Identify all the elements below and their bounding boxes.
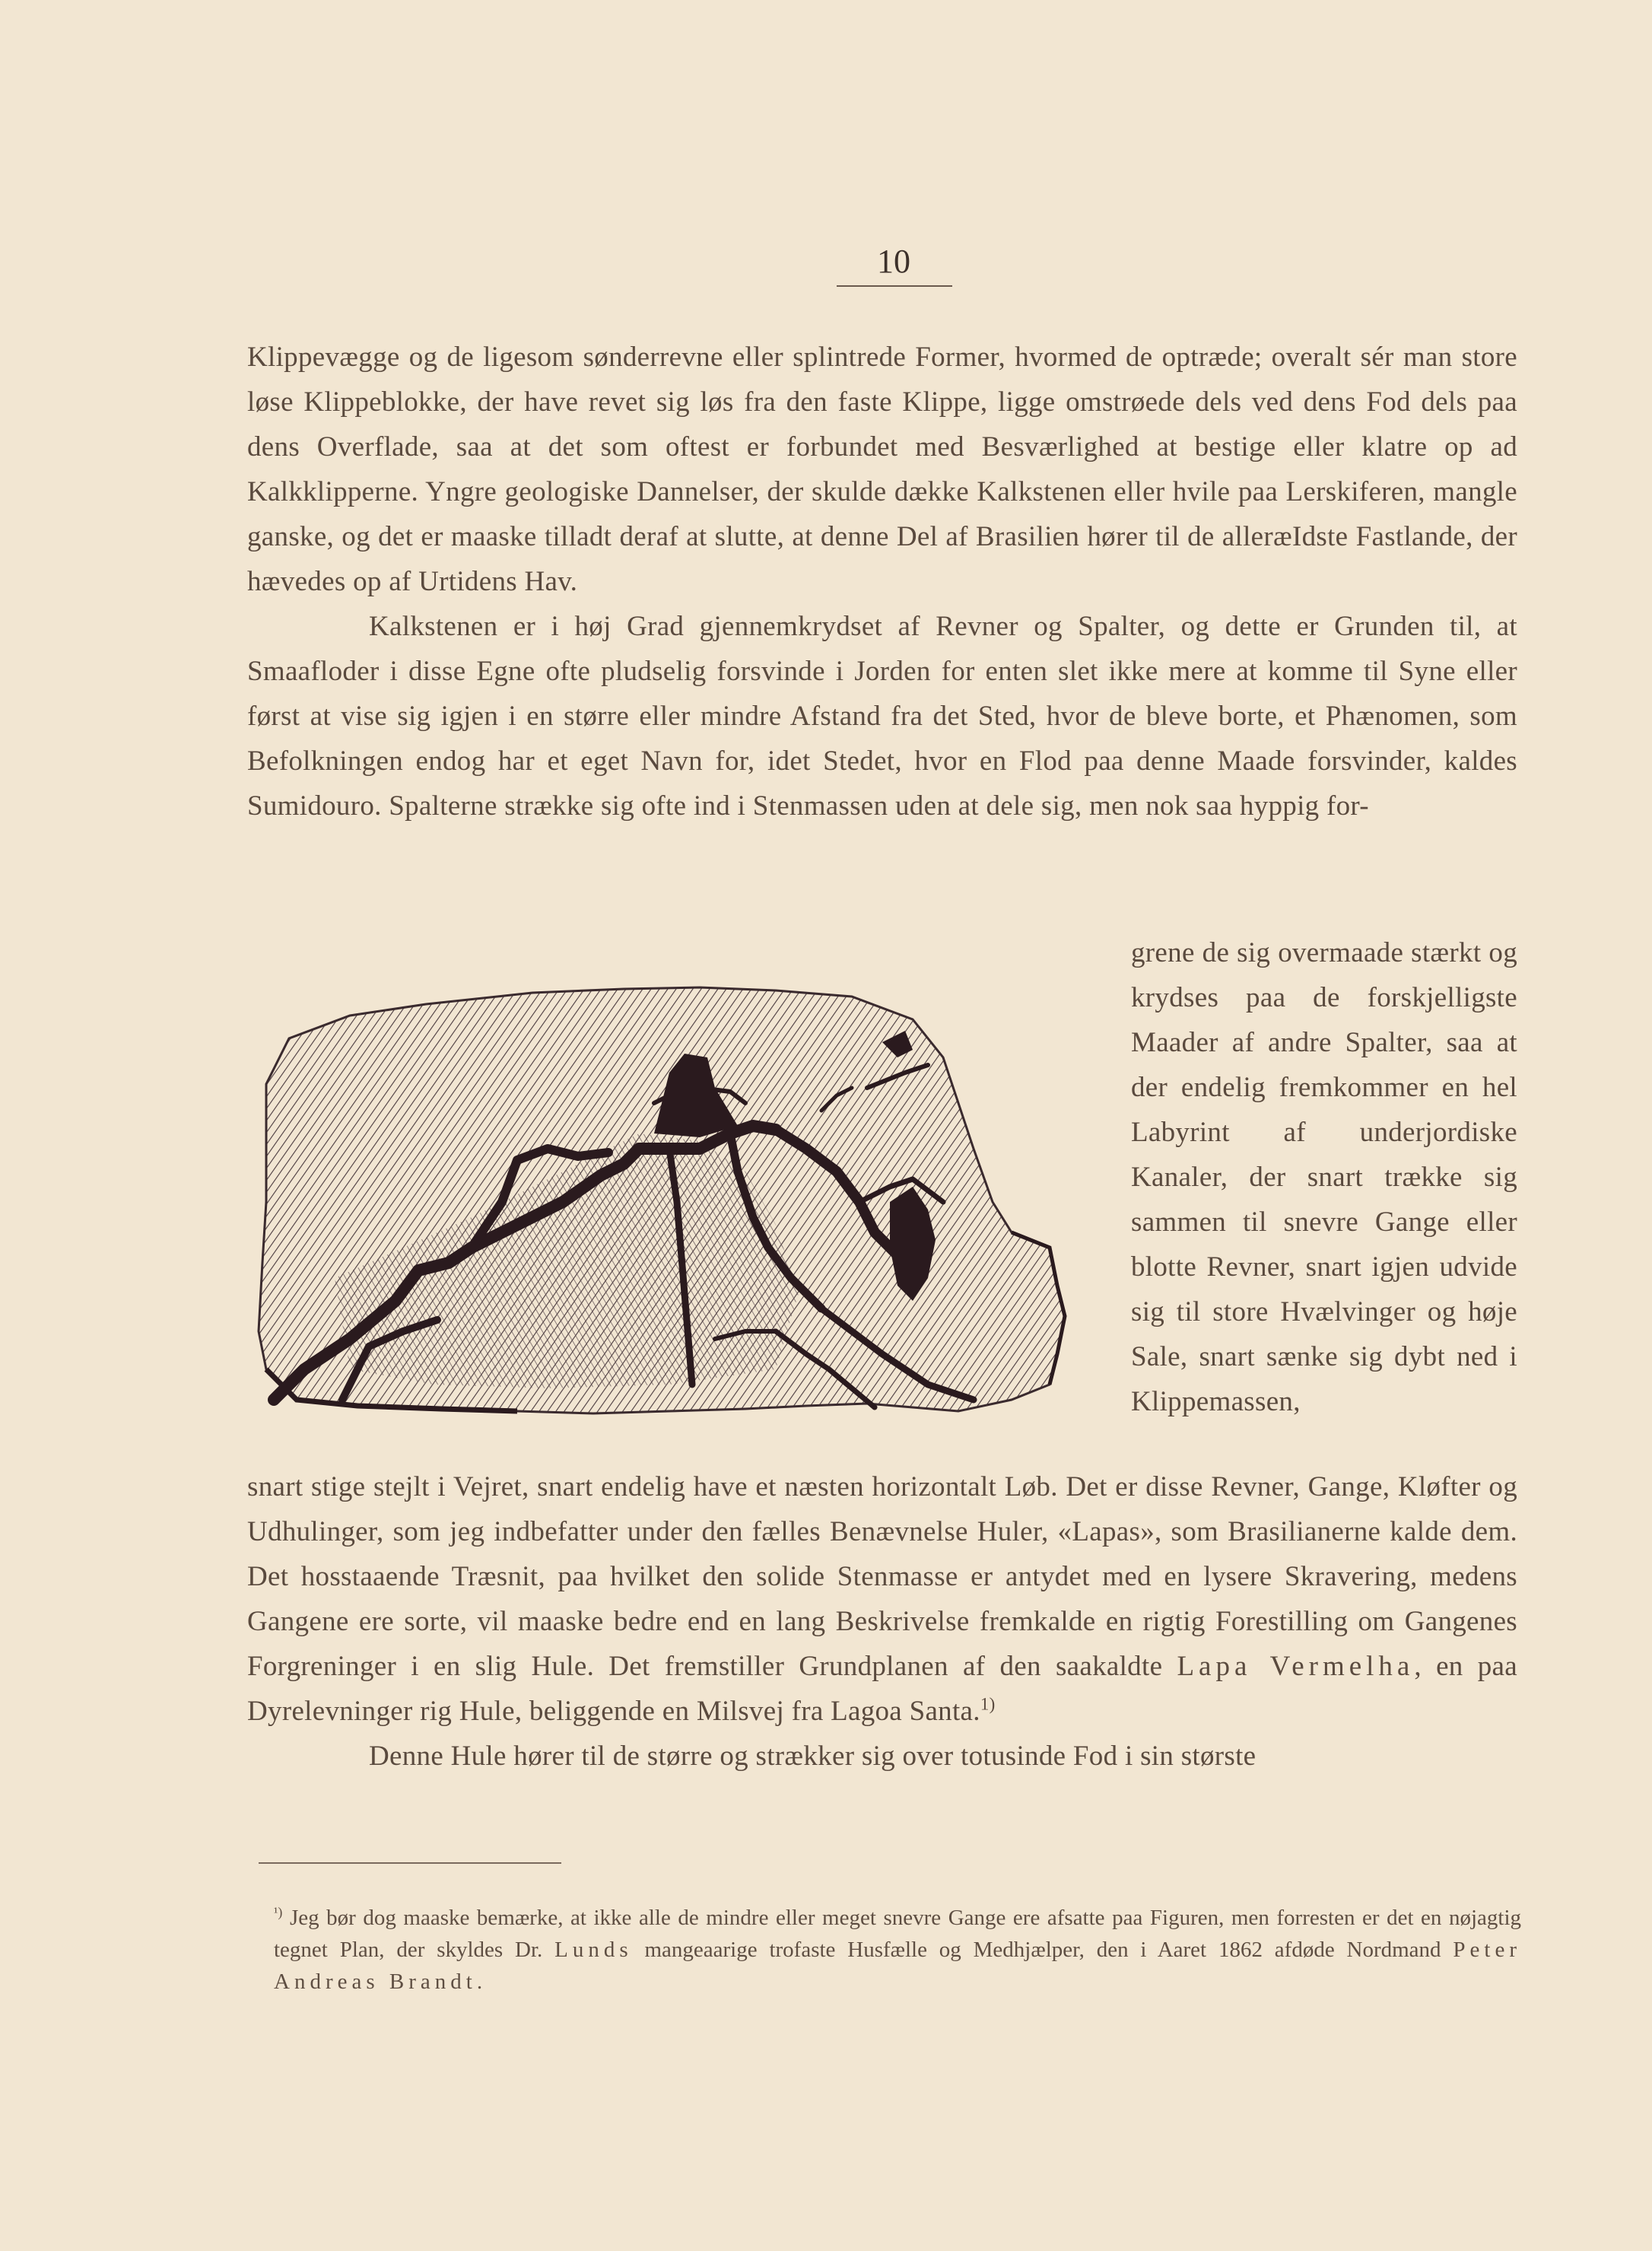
paragraph-2-end <box>247 1464 1517 1734</box>
cave-plan-illustration <box>243 974 1088 1423</box>
footnote-reference: 1) <box>980 1694 996 1714</box>
footnote-name-lund: Lunds <box>554 1938 633 1962</box>
page-number-rule <box>837 285 952 287</box>
text-block-bottom <box>247 1464 1517 1779</box>
paragraph-2: Kalkstenen er i høj Grad gjennemkrydset af Revner og Spalter, og dette er Grunden til, at Smaafloder i disse Egne ofte pludselig forsvinde i Jorden for enten slet ikke mere at komme til Syne eller først at vise sig igjen i en større eller mindre Afstand fra det Sted, hvor de bleve borte, et Phænomen, som Befolkningen endog har et eget Navn for, idet Stedet, hvor en Flod paa denne Maade forsvinder, kaldes Sumidouro. Spalterne strække sig ofte ind i Stenmassen uden at dele sig, men nok saa hyppig for- <box>247 611 1517 822</box>
text-block-top <box>247 335 1517 828</box>
footnote-end: . <box>476 1970 483 1994</box>
paragraph-2-end-text-2: , en paa Dyrelevninger rig Hule, beliggende en Milsvej fra Lagoa Santa. <box>247 1651 1517 1727</box>
paragraph-2-end-text: snart stige stejlt i Vejret, snart endelig have et næsten horizontalt Løb. Det er disse Revner, Gange, Kløfter og Udhulinger, som jeg indbefatter under den fælles Benævnelse Huler, «Lapas», som Brasilianerne kalde dem. Det hosstaaende Træsnit, paa hvilket den solide Stenmasse er antydet med en lysere Skravering, medens Gangene ere sorte, vil maaske bedre end en lang Beskrivelse fremkalde en rigtig Forestilling om Gangenes Forgreninger i en slig Hule. Det fremstiller Grundplanen af den saakaldte <box>247 1471 1517 1682</box>
paragraph-1: Klippevægge og de ligesom sønderrevne eller splintrede Former, hvormed de optræde; overalt sér man store løse Klippeblokke, der have revet sig løs fra den faste Klippe, ligge omstrøede dels ved dens Fod dels paa dens Overflade, saa at det som oftest er forbundet med Besværlighed at bestige eller klatre op ad Kalkklipperne. Yngre geologiske Dannelser, der skulde dække Kalkstenen eller hvile paa Lerskiferen, mangle ganske, og det er maaske tilladt deraf at slutte, at denne Del af Brasilien hører til de alleræIdste Fastlande, der hævedes op af Urtidens Hav. <box>247 342 1517 597</box>
paragraph-3: Denne Hule hører til de større og strækker sig over totusinde Fod i sin største <box>369 1741 1256 1772</box>
footnote-name-brandt: Peter Andreas Brandt <box>274 1938 1521 1994</box>
footnote-text-2: mangeaarige trofaste Husfælle og Medhjælper, den i Aaret 1862 afdøde Nordmand <box>644 1938 1441 1962</box>
footnote <box>274 1902 1521 1998</box>
text-block-side <box>1131 930 1517 1424</box>
footnote-rule <box>259 1862 561 1864</box>
page-number: 10 <box>877 243 910 280</box>
cave-ground-plan-figure <box>243 974 1088 1423</box>
cave-name: Lapa Vermelha <box>1177 1651 1415 1682</box>
paragraph-2-continued: grene de sig overmaade stærkt og krydses paa de forskjelligste Maader af andre Spalter, saa at der endelig fremkommer en hel Labyrint af underjordiske Kanaler, der snart trække sig sammen til snevre Gange eller blotte Revner, snart igjen udvide sig til store Hvælvinger og høje Sale, snart sænke sig dybt ned i Klippemassen, <box>1131 937 1517 1417</box>
footnote-marker: ¹) <box>274 1904 283 1920</box>
footnote-text-1: Jeg bør dog maaske bemærke, at ikke alle de mindre eller meget snevre Gange ere afsatte paa Figuren, men forresten er det en nøjagtig tegnet Plan, der skyldes Dr. <box>274 1906 1522 1962</box>
